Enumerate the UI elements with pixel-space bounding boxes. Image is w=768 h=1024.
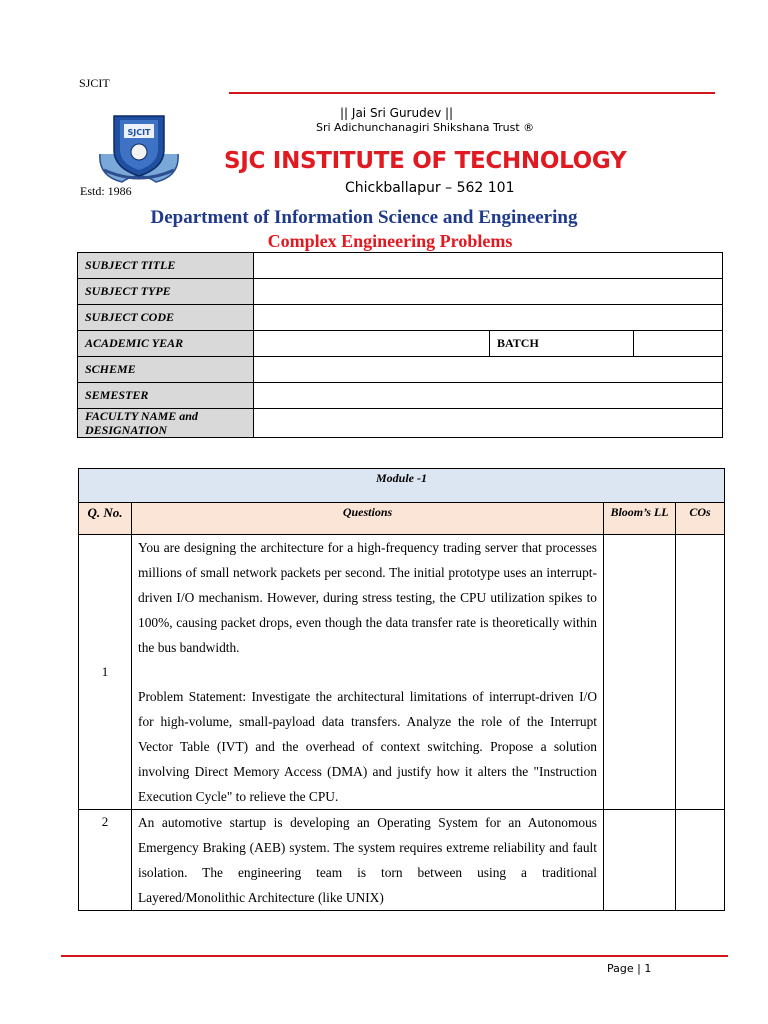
- blooms-cell: [604, 810, 676, 911]
- blooms-header: Bloom’s LL: [604, 503, 676, 535]
- cos-cell: [676, 810, 725, 911]
- table-row: [78, 383, 723, 409]
- table-row: [78, 331, 723, 357]
- subject-code-label: SUBJECT CODE: [78, 305, 254, 331]
- question-text: [132, 810, 604, 911]
- academic-year-value: [254, 331, 490, 357]
- batch-label: BATCH: [490, 331, 634, 357]
- department-title: Department of Information Science and Engineering: [150, 207, 578, 228]
- semester-value: [254, 383, 723, 409]
- college-city: Chickballapur – 562 101: [345, 180, 515, 196]
- table-row: [78, 305, 723, 331]
- cos-header: COs: [676, 503, 725, 535]
- batch-value: [634, 331, 723, 357]
- question-number: 1: [79, 535, 132, 810]
- cos-cell: [676, 535, 725, 810]
- table-row: [79, 535, 725, 810]
- college-logo-emblem: [94, 110, 184, 186]
- question-paragraph: You are designing the architecture for a high-frequency trading server that processes millions of small network packets per second. The initial prototype uses an interrupt-driven I/O mechanism. However, during stress testing, the CPU utilization spikes to 100%, causing packet drops, even though the data transfer rate is theoretically within the bus bandwidth.: [138, 540, 597, 655]
- faculty-label: FACULTY NAME and DESIGNATION: [78, 409, 254, 438]
- table-row: [78, 253, 723, 279]
- footer-rule: [61, 955, 728, 957]
- subject-type-value: [254, 279, 723, 305]
- trust-name: Sri Adichunchanagiri Shikshana Trust ®: [316, 121, 535, 134]
- subject-code-value: [254, 305, 723, 331]
- table-row: [79, 503, 725, 535]
- semester-label: SEMESTER: [78, 383, 254, 409]
- subject-title-label: SUBJECT TITLE: [78, 253, 254, 279]
- table-row: [79, 469, 725, 503]
- page-number: Page | 1: [607, 962, 652, 975]
- subject-type-label: SUBJECT TYPE: [78, 279, 254, 305]
- college-name: SJC INSTITUTE OF TECHNOLOGY: [224, 148, 627, 174]
- blooms-cell: [604, 535, 676, 810]
- scheme-value: [254, 357, 723, 383]
- table-row: [78, 279, 723, 305]
- document-title: Complex Engineering Problems: [267, 231, 513, 251]
- header-rule: [229, 92, 715, 94]
- table-row: [78, 357, 723, 383]
- question-paragraph: An automotive startup is developing an Operating System for an Autonomous Emergency Braking (AEB) system. The system requires extreme reliability and fault isolation. The engineering team is torn between using a traditional Layered/Monolithic Architecture (like UNIX): [138, 815, 597, 905]
- table-row: [79, 810, 725, 911]
- academic-year-label: ACADEMIC YEAR: [78, 331, 254, 357]
- subject-info-table: [77, 252, 723, 438]
- question-number: 2: [79, 810, 132, 911]
- scheme-label: SCHEME: [78, 357, 254, 383]
- module-questions-table: [78, 468, 725, 911]
- table-row: [78, 409, 723, 438]
- motto-line-1: || Jai Sri Gurudev ||: [340, 106, 454, 120]
- svg-text:SJCIT: SJCIT: [127, 128, 151, 137]
- module-title: Module -1: [79, 469, 725, 503]
- question-text: [132, 535, 604, 810]
- question-paragraph: Problem Statement: Investigate the architectural limitations of interrupt-driven I/O for high-volume, small-payload data transfers. Analyze the role of the Interrupt Vector Table (IVT) and the overhead of context switching. Propose a solution involving Direct Memory Access (DMA) and justify how it alters the "Instruction Execution Cycle" to relieve the CPU.: [138, 689, 597, 804]
- qno-header: Q. No.: [79, 503, 132, 535]
- questions-header: Questions: [132, 503, 604, 535]
- subject-title-value: [254, 253, 723, 279]
- header-left-text: SJCIT: [79, 76, 110, 90]
- faculty-value: [254, 409, 723, 438]
- established-year: Estd: 1986: [80, 184, 132, 198]
